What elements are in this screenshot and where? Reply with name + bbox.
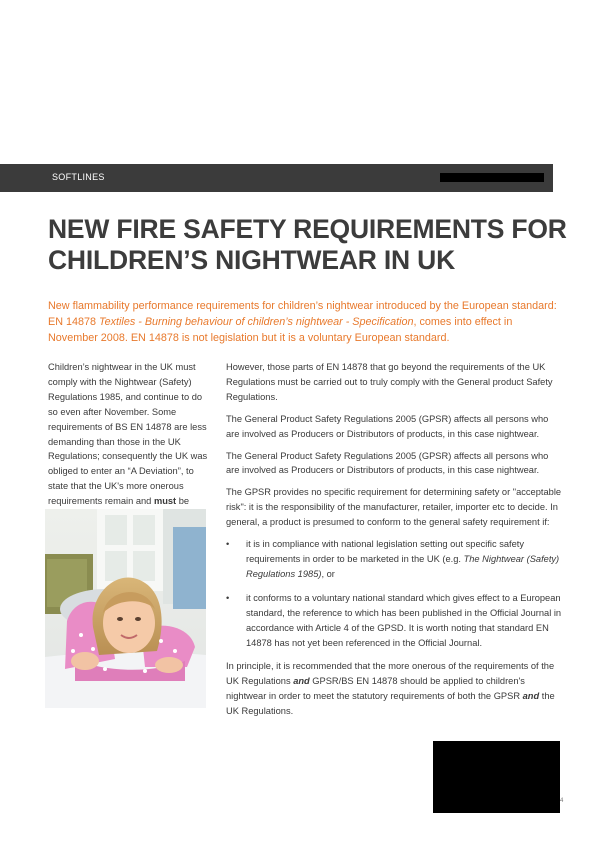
section-label: SOFTLINES <box>52 172 105 182</box>
emphasis-and: and <box>522 691 540 702</box>
bullet-text: it is in compliance with national legislation setting out specific safety requirements in order to be marketed in the UK (e.g. <box>246 539 525 564</box>
bullet-icon: • <box>226 539 230 550</box>
intro-paragraph <box>48 298 560 346</box>
intro-text-2: , comes into effect in November 2008. EN 14878 is not legislation but it is a voluntary European standard. <box>48 316 513 344</box>
right-column <box>226 360 562 726</box>
paragraph-recommendation <box>226 659 562 719</box>
recommendation-text-1: In principle, it is recommended that the more onerous of the requirements of the UK Regulations <box>226 661 555 687</box>
bullet-text-end: , or <box>321 568 335 579</box>
recommendation-text-2: GPSR/BS EN 14878 should be applied to children's nightwear in order to meet the statutory requirements of both the GPSR <box>226 676 525 702</box>
page-title-line-1: NEW FIRE SAFETY REQUIREMENTS FOR <box>48 214 567 244</box>
redacted-box-bottom <box>433 741 560 813</box>
left-text-2: be <box>178 496 190 507</box>
page-title <box>48 214 568 276</box>
paragraph-gpsr-2: The General Product Safety Regulations 2005 (GPSR) affects all persons who are involved as Producers or Distributors of products, in this case nightwear. <box>226 450 549 476</box>
emphasis-and: and <box>293 676 310 687</box>
intro-text-1: New flammability performance requirements for children’s nightwear introduced by the European standard: EN 14878 <box>48 300 557 328</box>
left-column-paragraph <box>48 360 210 524</box>
emphasis-must: must <box>153 496 177 507</box>
paragraph-gpsr-requirement: The GPSR provides no specific requirement for determining safety or "acceptable risk": it is the responsibility of the manufacturer, retailer, importer etc to decide. In general, a product is presumed to conform to the general safety requirement if: <box>226 487 562 528</box>
redacted-box <box>440 173 544 182</box>
standard-title: Textiles - Burning behaviour of children’s nightwear - Specification <box>99 316 414 328</box>
conformity-list <box>226 537 562 650</box>
list-item <box>226 537 562 582</box>
recommendation-text-3: the UK Regulations. <box>226 691 555 717</box>
left-text-1: Children’s nightwear in the UK must comply with the Nightwear (Safety) Regulations 1985, and continue to do so even after November. Some requirements of BS EN 14878 are less demanding than those in the UK Regulations; consequently the UK was obliged to enter an “A Deviation”, to state that the UK's more onerous requirements remain and <box>48 362 208 507</box>
paragraph-scope: However, those parts of EN 14878 that go beyond the requirements of the UK Regulations must be carried out to truly comply with the General product Safety Regulations. <box>226 362 553 402</box>
bullet-icon: • <box>226 592 230 603</box>
section-banner <box>0 164 553 192</box>
regulation-title: The Nightwear (Safety) Regulations 1985) <box>246 553 560 579</box>
page-number: 4 <box>560 798 564 804</box>
list-item <box>226 591 562 651</box>
paragraph-gpsr-1: The General Product Safety Regulations 2005 (GPSR) affects all persons who are involved as Producers or Distributors of products, in this case nightwear. <box>226 413 549 439</box>
child-photo <box>45 509 206 708</box>
bullet-text: it conforms to a voluntary national standard which gives effect to a European standard, the reference to which has been published in the Official Journal in accordance with Article 4 of the GPSD. It is worth noting that standard EN 14878 has not yet been referenced in the Official Journal. <box>246 592 562 648</box>
page-title-line-2: CHILDREN’S NIGHTWEAR IN UK <box>48 245 456 275</box>
